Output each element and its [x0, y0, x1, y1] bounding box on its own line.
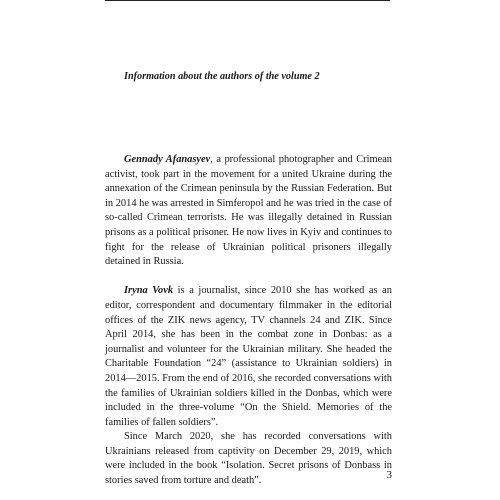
- author-bio-text: is a journalist, since 2010 she has worked as an editor, correspondent and documentary filmmaker in the editorial offices of the ZIK news agency, TV channels 24 and ZIK. Since April 2014, she has been in the combat zone in Donbas: as a journalist and volunteer for the Ukrainian military. She headed the Charitable Foundation “24” (assistance to Ukrainian soldiers) in 2014—2015. From the end of 2016, she recorded conversations with the families of Ukrainian soldiers killed in the Donbas, which were included in the three-volume “On the Shield. Memories of the families of fallen soldiers”.: [105, 285, 392, 428]
- section-heading: Information about the authors of the volume 2: [124, 71, 320, 82]
- author-bio-paragraph: [105, 284, 392, 430]
- authors-content: [105, 153, 392, 489]
- author-bio-text: , a professional photographer and Crimean activist, took part in the movement for a united Ukraine during the annexation of the Crimean peninsula by the Russian Federation. But in 2014 he was arrested in Simferopol and he was tried in the case of so-called Crimean terrorists. He was illegally detained in Russian prisons as a political prisoner. He now lives in Kyiv and continues to fight for the release of Ukrainian political prisoners illegally detained in Russia.: [105, 154, 392, 268]
- author-bio-paragraph: [105, 153, 392, 270]
- author-bio-continuation: Since March 2020, she has recorded conversations with Ukrainians released from captivity on December 29, 2019, which were included in the book “Isolation. Secret prisons of Donbass in stories saved from torture and death”.: [105, 431, 392, 487]
- author-name: Gennady Afanasyev: [124, 154, 211, 165]
- page-number: 3: [386, 469, 392, 481]
- top-rule: [105, 0, 390, 1]
- author-name: Iryna Vovk: [124, 285, 174, 297]
